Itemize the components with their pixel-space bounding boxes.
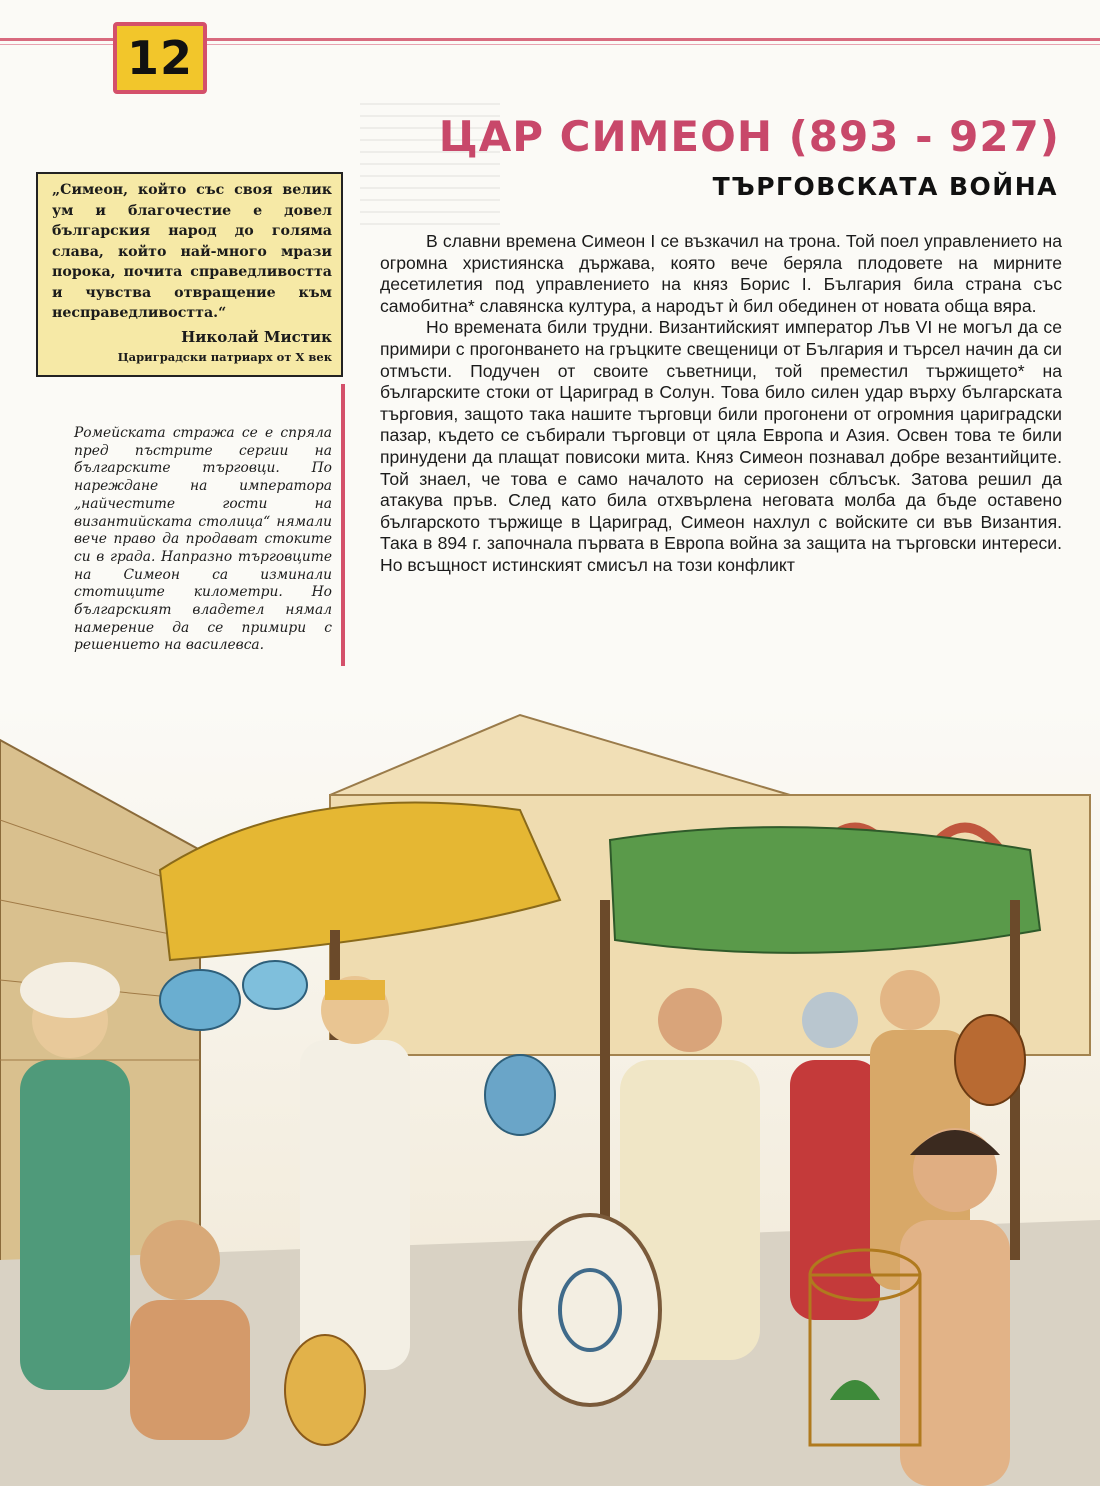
page-number-badge (113, 22, 207, 94)
article-body (380, 231, 1062, 577)
body-paragraph: Но времената били трудни. Византийският император Лъв VI не могъл да се примири с прогонването на гръцките свещеници от България и търсел начин да си отмъсти. Подучен от своите съветници, той преместил тържището* на българските стоки от Цариград в Солун. Това било силен удар върху българската търговия, защото така нашите търговци били прогонени от огромния цариградски пазар, където се събирали търговци от цяла Европа и Азия. Освен това те били принудени да плащат повисоки мита. Княз Симеон познавал добре везантийците. Той знаел, че това е само началото на сериозен сблъсък. Затова решил да атакува пръв. След като била отхвърлена неговата молба да бъде оставено българското тържище в Цариград, Симеон нахлул с войските си във Византия. Така в 894 г. започнала първата в Европа война за защита на търговски интереси. Но всъщност истинският смисъл на този конфликт (380, 317, 1062, 575)
quote-box (36, 172, 343, 377)
page-number: 12 (126, 31, 193, 85)
page-subtitle: ТЪРГОВСКАТА ВОЙНА (712, 172, 1058, 201)
caption-accent-bar (341, 384, 345, 666)
page-title: ЦАР СИМЕОН (893 - 927) (438, 112, 1060, 161)
illustration-caption: Ромейската стража се е спряла пред пъстрите сергии на българските търговци. По нареждане на императора „найчестите гости на византийската столица“ нямали вече право да продават стоките си в града. Напразно търговците на Симеон са изминали стотиците километри. Но българският владетел нямал намерение да се примири с решението на василевса. (74, 425, 332, 654)
quote-author-role: Цариградски патриарх от X век (117, 349, 332, 364)
quote-author: Николай Мистик (181, 327, 332, 346)
quote-text: „Симеон, който със своя велик ум и благочестие е довел българския народ до голяма слава, който най-много мрази порока, почита справедливостта и чувства отвращение към несправедливостта.“ (52, 182, 332, 321)
body-paragraph: В славни времена Симеон I се възкачил на трона. Той поел управлението на огромна християнска държава, която вече беряла плодовете на мирните десетилетия под управлението на княз Борис I. България била страна със самобитна* славянска култура, а народът ѝ бил обединен от новата обща вяра. (380, 231, 1062, 316)
market-scene-illustration (0, 700, 1100, 1486)
